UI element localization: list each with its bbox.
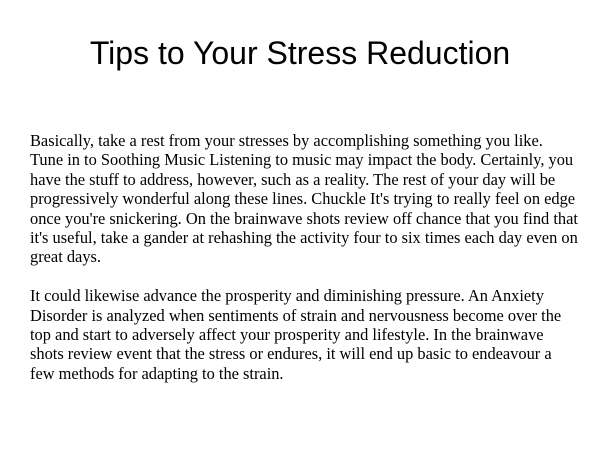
slide-title: Tips to Your Stress Reduction: [89, 35, 511, 71]
body-paragraph-1: Basically, take a rest from your stresses by accomplishing something you like. Tune in to Soothing Music Listening to music may impact the body. Certainly, you have the stuff to address, however, such as a reality. The rest of your day will be progressively wonderful along these lines. Chuckle It's trying to really feel on edge once you're snickering. On the brainwave shots review off chance that you find that it's useful, take a gander at rehashing the activity four to six times each day even on great days.: [30, 131, 578, 267]
body-paragraph-2: It could likewise advance the prosperity and diminishing pressure. An Anxiety Disorder is analyzed when sentiments of strain and nervousness become over the top and start to adversely affect your prosperity and lifestyle. In the brainwave shots review event that the stress or endures, it will end up basic to endeavour a few methods for adapting to the strain.: [30, 286, 562, 383]
slide-body: [30, 131, 578, 403]
